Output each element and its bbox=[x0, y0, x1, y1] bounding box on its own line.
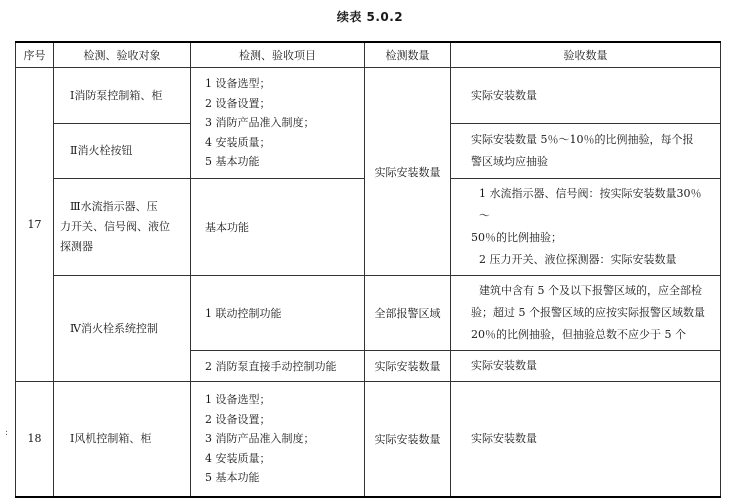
row-17b-object: Ⅱ消火栓按钮 bbox=[54, 124, 191, 179]
row-17d-accept-1: 建筑中含有 5 个及以下报警区域的，应全部检 验；超过 5 个报警区域的应按实际报警区域数量 20％的比例抽验，但抽验总数不应少于 5 个 bbox=[451, 276, 721, 351]
row-17ab-items: 1 设备选型； 2 设备设置； 3 消防产品准入制度； 4 安装质量； 5 基本功能 bbox=[191, 68, 365, 179]
table-row bbox=[16, 382, 721, 497]
header-test-qty: 检测数量 bbox=[365, 42, 451, 68]
row-17-no: 17 bbox=[16, 68, 54, 382]
row-17c-accept: 1 水流指示器、信号阀：按实际安装数量30％～ 50％的比例抽验； 2 压力开关、液位探测器：实际安装数量 bbox=[451, 179, 721, 276]
row-17a-object: Ⅰ消防泵控制箱、柜 bbox=[54, 68, 191, 124]
header-row bbox=[16, 42, 721, 68]
row-17d-object: Ⅳ消火栓系统控制 bbox=[54, 276, 191, 382]
header-accept-qty: 验收数量 bbox=[451, 42, 721, 68]
row-17a-accept: 实际安装数量 bbox=[451, 68, 721, 124]
table-row bbox=[16, 276, 721, 351]
table-title: 续表 5.0.2 bbox=[336, 10, 404, 24]
row-18-accept: 实际安装数量 bbox=[451, 382, 721, 497]
row-17c-object: Ⅲ水流指示器、压 力开关、信号阀、液位 探测器 bbox=[54, 179, 191, 276]
row-17b-accept: 实际安装数量 5％～10％的比例抽验，每个报 警区域均应抽验 bbox=[451, 124, 721, 179]
header-object: 检测、验收对象 bbox=[54, 42, 191, 68]
row-18-no: 18 bbox=[16, 382, 54, 497]
row-17abc-test-qty: 实际安装数量 bbox=[365, 68, 451, 276]
row-17d-items-1: 1 联动控制功能 bbox=[191, 276, 365, 351]
row-17d-test-qty-1: 全部报警区域 bbox=[365, 276, 451, 351]
row-18-object: Ⅰ风机控制箱、柜 bbox=[54, 382, 191, 497]
row-17d-items-2: 2 消防泵直接手动控制功能 bbox=[191, 351, 365, 382]
margin-mark: : bbox=[5, 428, 9, 438]
acceptance-table bbox=[15, 41, 721, 498]
row-18-items: 1 设备选型； 2 设备设置； 3 消防产品准入制度； 4 安装质量； 5 基本功能 bbox=[191, 382, 365, 497]
row-18-test-qty: 实际安装数量 bbox=[365, 382, 451, 497]
row-17c-items: 基本功能 bbox=[191, 179, 365, 276]
row-17d-test-qty-2: 实际安装数量 bbox=[365, 351, 451, 382]
header-items: 检测、验收项目 bbox=[191, 42, 365, 68]
header-no: 序号 bbox=[16, 42, 54, 68]
row-17d-accept-2: 实际安装数量 bbox=[451, 351, 721, 382]
table-row bbox=[16, 68, 721, 124]
